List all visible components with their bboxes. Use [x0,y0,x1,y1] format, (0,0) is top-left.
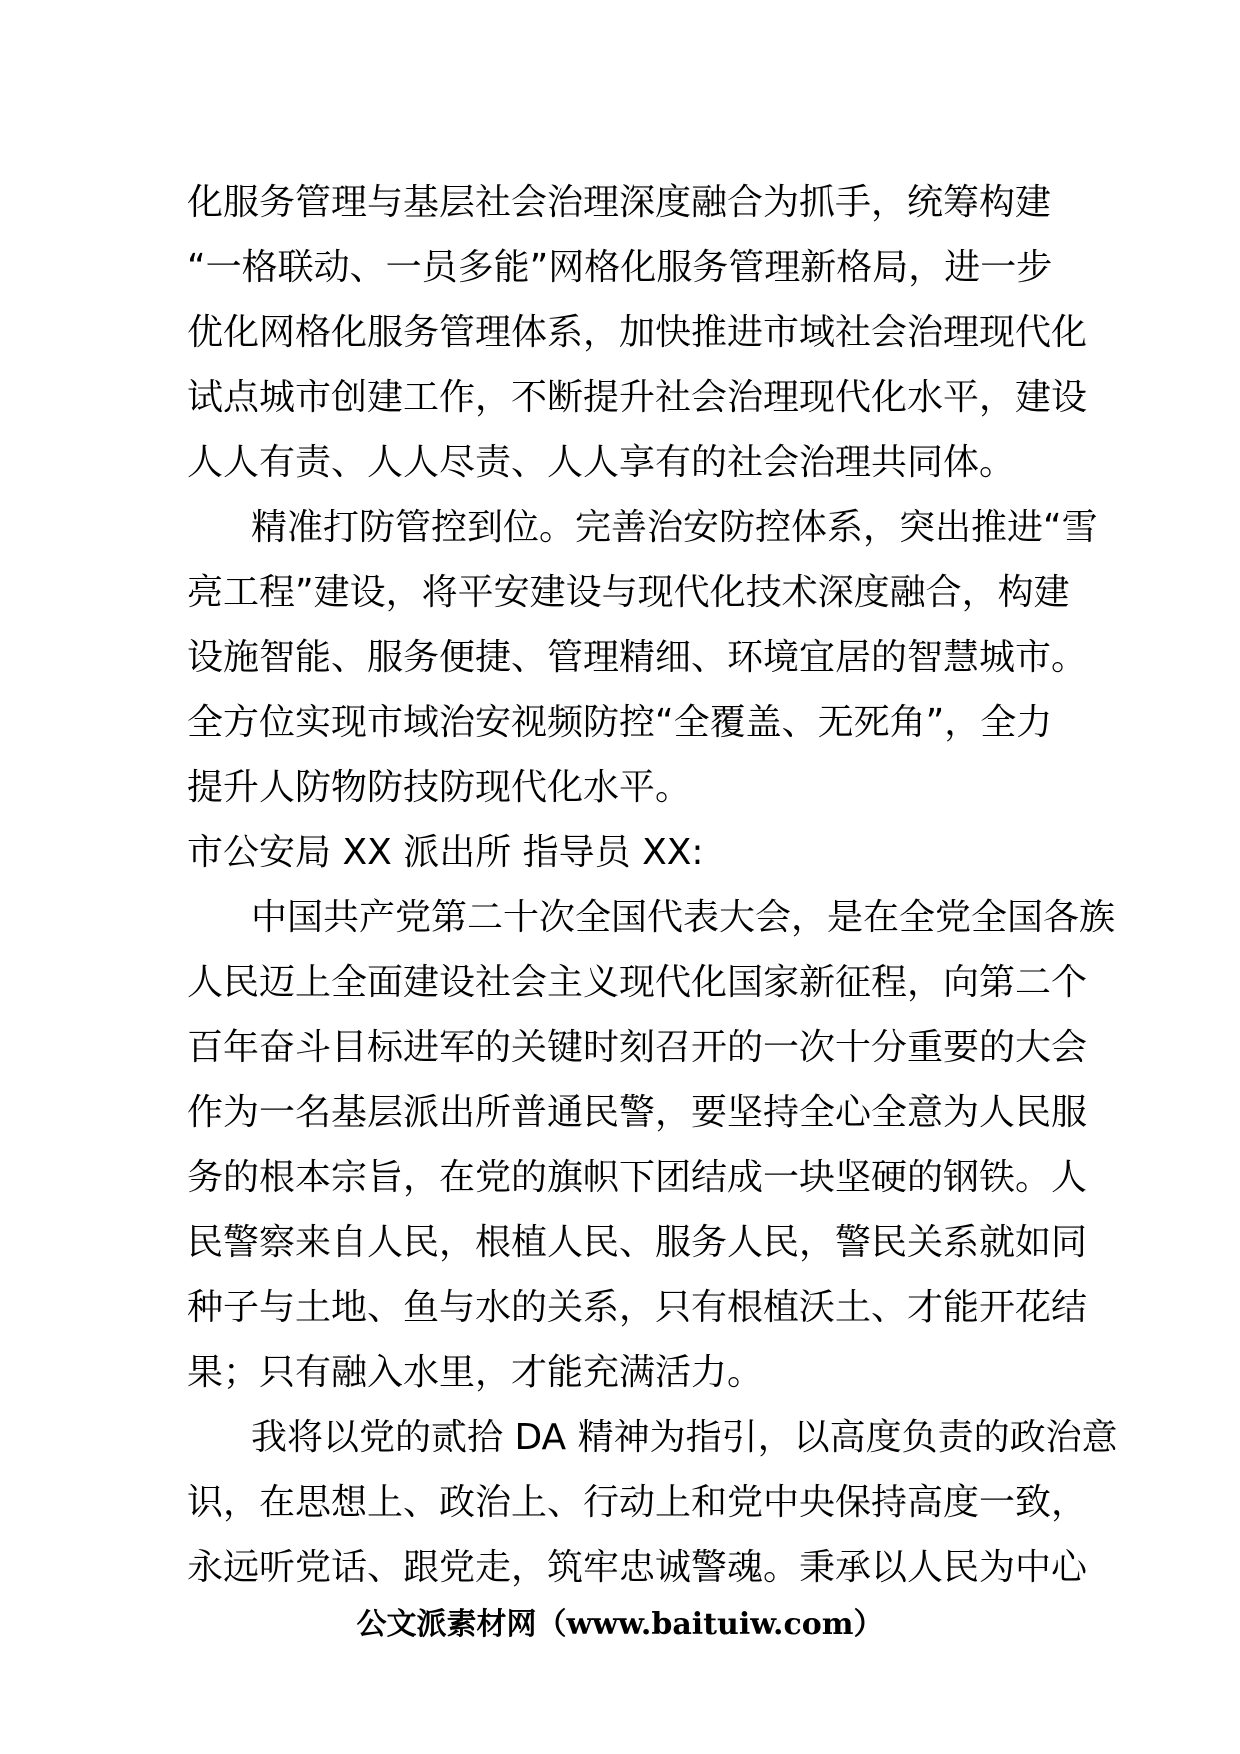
text-line: 种子与土地、鱼与水的关系，只有根植沃土、才能开花结 [187,1287,1088,1328]
text-line: 市公安局 XX 派出所 指导员 XX: [187,832,704,873]
text-line: 全方位实现市域治安视频防控“全覆盖、无死角”，全力 [187,702,1053,743]
text-line: 优化网格化服务管理体系，加快推进市域社会治理现代化 [187,312,1088,353]
text-line: 精准打防管控到位。完善治安防控体系，突出推进“雪 [251,507,1098,548]
text-line: 果；只有融入水里，才能充满活力。 [187,1352,764,1393]
text-line: 永远听党话、跟党走，筑牢忠诚警魂。秉承以人民为中心 [187,1547,1088,1588]
text-line: 务的根本宗旨，在党的旗帜下团结成一块坚硬的钢铁。人 [187,1157,1088,1198]
text-line: 设施智能、服务便捷、管理精细、环境宜居的智慧城市。 [187,637,1088,678]
text-line: 亮工程”建设，将平安建设与现代化技术深度融合，构建 [187,572,1070,613]
text-line: “一格联动、一员多能”网格化服务管理新格局，进一步 [187,247,1053,288]
text-line: 百年奋斗目标进军的关键时刻召开的一次十分重要的大会 [187,1027,1088,1068]
text-line: 中国共产党第二十次全国代表大会，是在全党全国各族 [251,897,1116,938]
text-line: 识，在思想上、政治上、行动上和党中央保持高度一致， [187,1482,1088,1523]
text-line: 民警察来自人民，根植人民、服务人民，警民关系就如同 [187,1222,1088,1263]
text-line: 我将以党的贰拾 DA 精神为指引，以高度负责的政治意 [251,1417,1118,1458]
text-line: 提升人防物防技防现代化水平。 [187,767,692,808]
text-line: 作为一名基层派出所普通民警，要坚持全心全意为人民服 [187,1092,1088,1133]
text-line: 人民迈上全面建设社会主义现代化国家新征程，向第二个 [187,962,1088,1003]
document-body [187,170,1118,1600]
text-line: 试点城市创建工作，不断提升社会治理现代化水平，建设 [187,377,1088,418]
text-line: 人人有责、人人尽责、人人享有的社会治理共同体。 [187,442,1016,483]
text-line: 化服务管理与基层社会治理深度融合为抓手，统筹构建 [187,182,1052,223]
footer-watermark-text: 公文派素材网（www.baituiw.com） [356,1607,884,1642]
